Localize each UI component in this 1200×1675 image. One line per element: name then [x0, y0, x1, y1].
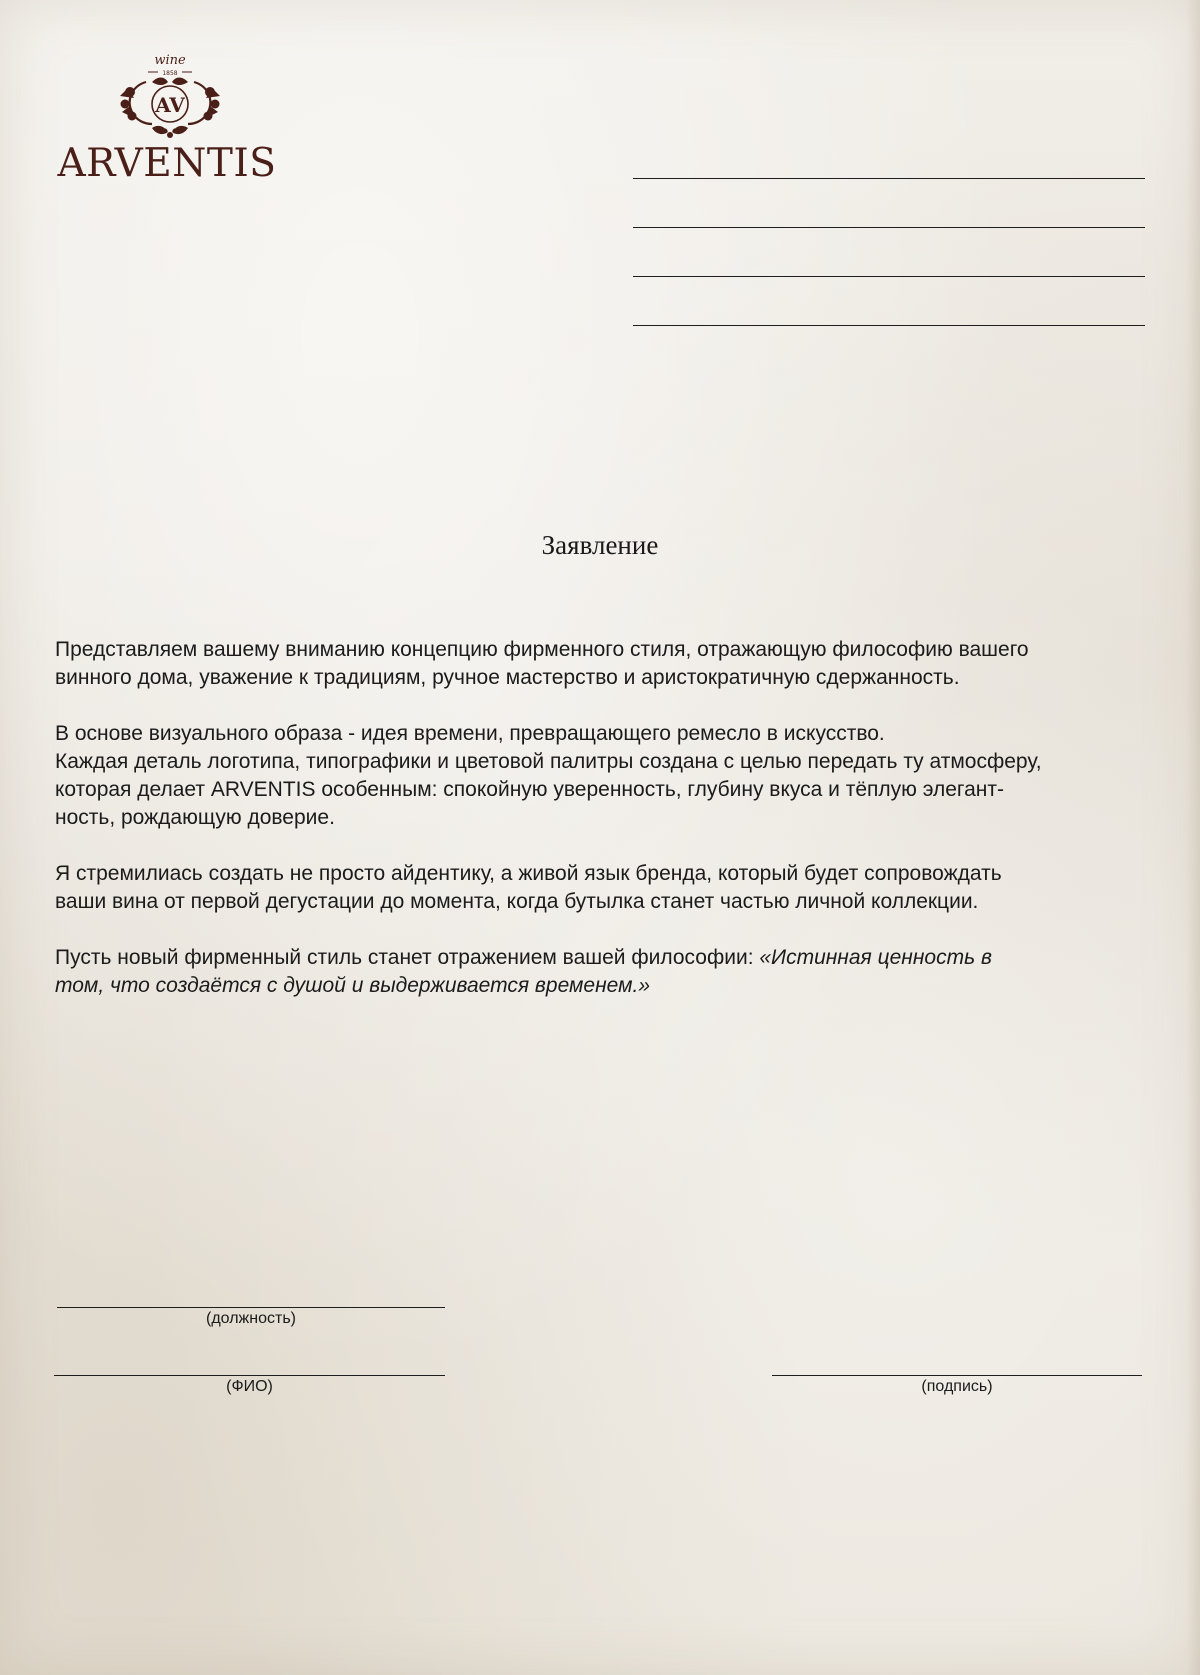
paragraph-line: ваши вина от первой дегустации до момента, когда бутылка станет частью личной коллекции.	[55, 890, 979, 913]
addressee-line-3	[633, 276, 1145, 277]
logo-year: 1858	[162, 70, 178, 77]
paragraph-closing	[55, 944, 1165, 1000]
addressee-line-2	[633, 227, 1145, 228]
logo-script-text: wine	[154, 53, 186, 68]
paragraph-2	[55, 720, 1165, 832]
paragraph-3	[55, 860, 1165, 916]
signature-line	[772, 1375, 1142, 1376]
paper-edge-shading	[1186, 0, 1200, 1675]
vine-monogram-emblem-icon	[112, 52, 222, 142]
closing-plain-text: Пусть новый фирменный стиль станет отражением вашей философии:	[55, 946, 760, 969]
name-caption: (ФИО)	[226, 1378, 273, 1395]
logo-wordmark: ARVENTIS	[57, 141, 277, 186]
closing-quote-end: том, что создаётся с душой и выдерживается временем.»	[55, 974, 651, 997]
paragraph-line: винного дома, уважение к традициям, ручное мастерство и аристократичную сдержанность.	[55, 666, 960, 689]
paragraph-line: ность, рождающую доверие.	[55, 806, 335, 829]
closing-quote-start: «Истинная ценность в	[759, 946, 992, 969]
document-title: Заявление	[541, 530, 659, 560]
paragraph-line: В основе визуального образа - идея времени, превращающего ремесло в искусство.	[55, 722, 885, 745]
position-line	[57, 1307, 445, 1308]
position-caption: (должность)	[206, 1310, 296, 1327]
addressee-line-4	[633, 325, 1145, 326]
closing-line-1	[55, 944, 1165, 972]
paragraph-1	[55, 636, 1165, 692]
logo-monogram: AV	[155, 93, 185, 117]
name-line	[54, 1375, 445, 1376]
paragraph-line: Представляем вашему вниманию концепцию фирменного стиля, отражающую философию вашего	[55, 638, 1029, 661]
paragraph-line: которая делает ARVENTIS особенным: спокойную уверенность, глубину вкуса и тёплую элегант-	[55, 778, 1005, 801]
paragraph-line: Каждая деталь логотипа, типографики и цветовой палитры создана с целью передать ту атмосферу,	[55, 750, 1042, 773]
document-body	[55, 636, 1165, 1028]
signature-caption: (подпись)	[921, 1378, 993, 1395]
addressee-line-1	[633, 178, 1145, 179]
paragraph-line: Я стремилиась создать не просто айдентику, а живой язык бренда, который будет сопровождать	[55, 862, 1002, 885]
arventis-logo	[52, 52, 282, 187]
